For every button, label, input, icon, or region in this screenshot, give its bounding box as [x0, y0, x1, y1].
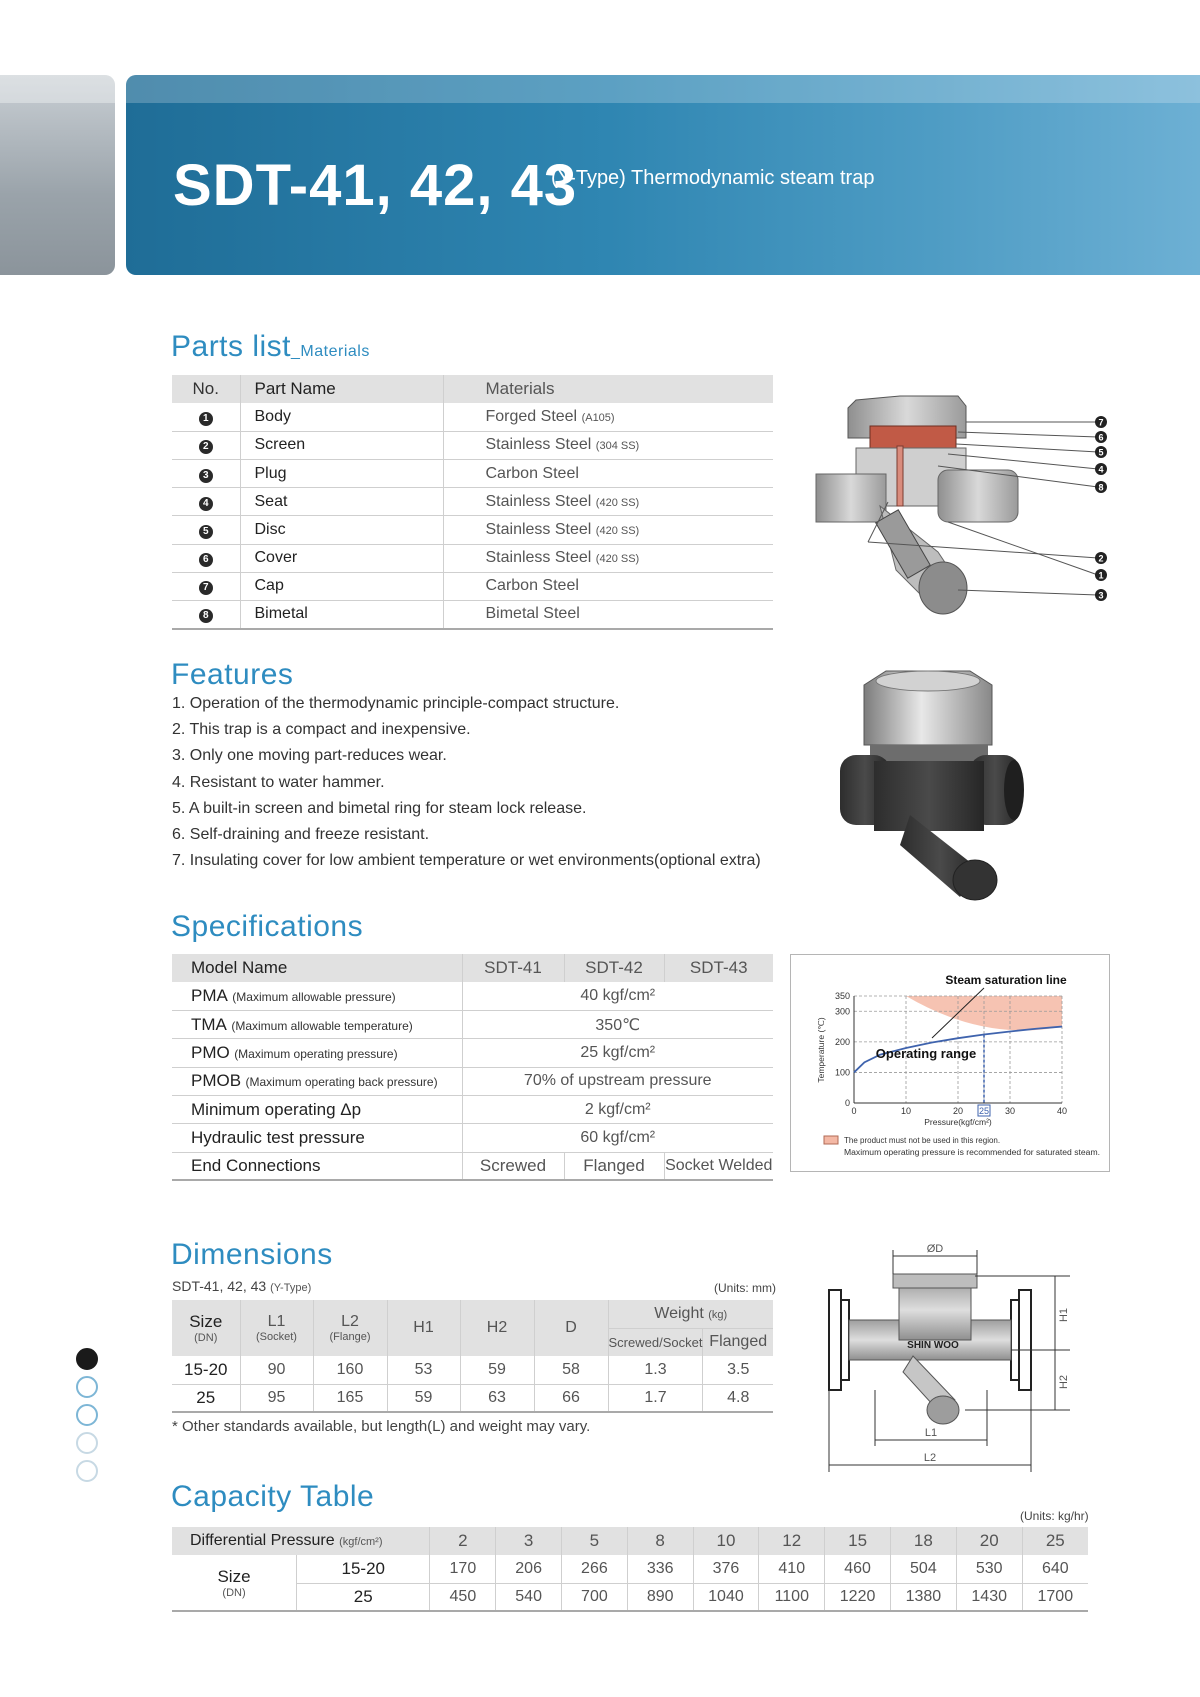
callout-badge — [1095, 463, 1107, 475]
part-material: Stainless Steel — [485, 492, 592, 510]
spec-label: Hydraulic test pressure — [191, 1127, 365, 1147]
capacity-header-row — [172, 1527, 1088, 1555]
col-materials: Materials — [443, 375, 773, 403]
capacity-value: 266 — [562, 1555, 628, 1583]
part-number — [172, 601, 240, 629]
spec-label-note: (Maximum allowable temperature) — [231, 1018, 413, 1033]
drawing-brand: SHIN WOO — [907, 1340, 959, 1351]
dim-cell-ws: 1.7 — [608, 1384, 703, 1412]
capacity-value: 376 — [693, 1555, 759, 1583]
feature-item: 3. Only one moving part-reduces wear. — [172, 747, 447, 765]
steam-saturation-chart — [794, 958, 1106, 1168]
drawing-label-h2: H2 — [1058, 1374, 1070, 1390]
spec-row — [172, 1124, 773, 1152]
dimensions-units: (Units: mm) — [714, 1281, 776, 1295]
capacity-size: 15-20 — [297, 1555, 430, 1583]
capacity-pressure: 20 — [956, 1527, 1022, 1555]
dimensions-table — [172, 1300, 773, 1413]
callout-badge — [1095, 446, 1107, 458]
dim-col-h1: H1 — [387, 1300, 460, 1356]
capacity-pressure: 8 — [627, 1527, 693, 1555]
capacity-pressure: 12 — [759, 1527, 825, 1555]
callout-badge — [1095, 481, 1107, 493]
dim-col-d: D — [534, 1300, 608, 1356]
part-name: Plug — [240, 460, 443, 488]
spec-row — [172, 1039, 773, 1067]
x-tick-label: 0 — [851, 1106, 857, 1116]
spec-end-connections-label: End Connections — [172, 1152, 462, 1180]
spec-label-cell — [172, 1067, 462, 1095]
capacity-table — [172, 1527, 1088, 1612]
dim-cell-size: 25 — [172, 1384, 240, 1412]
spec-label: PMO — [191, 1043, 230, 1063]
capacity-value: 504 — [890, 1555, 956, 1583]
col-no: No. — [172, 375, 240, 403]
parts-table — [172, 375, 773, 630]
dim-header-row-1 — [172, 1300, 773, 1328]
y-tick-label: 350 — [834, 991, 850, 1001]
dim-col-weight-flanged: Flanged — [703, 1328, 773, 1356]
x-tick-label: 25 — [978, 1106, 990, 1116]
dim-weight-note: (kg) — [708, 1308, 728, 1321]
dim-row — [172, 1384, 773, 1412]
col-part-name: Part Name — [240, 375, 443, 403]
capacity-value: 206 — [496, 1555, 562, 1583]
spec-model-41: SDT-41 — [462, 954, 564, 982]
drawing-label-d: ØD — [926, 1243, 944, 1255]
part-material: Stainless Steel — [485, 549, 592, 567]
part-material-grade: (420 SS) — [595, 553, 640, 566]
part-number — [172, 403, 240, 431]
part-material-cell — [443, 544, 773, 572]
capacity-value: 1040 — [693, 1583, 759, 1611]
dimensions-footnote: * Other standards available, but length(L) and weight may vary. — [172, 1418, 591, 1435]
part-material-grade: (A105) — [581, 412, 615, 425]
page-dot-5 — [76, 1460, 98, 1482]
part-material-grade: (304 SS) — [595, 440, 640, 453]
callout-badge — [1095, 431, 1107, 443]
specifications-title: Specifications — [171, 910, 364, 943]
feature-item: 7. Insulating cover for low ambient temperature or wet environments(optional extra) — [172, 852, 761, 870]
legend-note-1: The product must not be used in this region. — [844, 1136, 1001, 1145]
part-number-badge: 6 — [199, 553, 213, 567]
spec-label: Minimum operating Δp — [191, 1099, 362, 1119]
spec-label-cell — [172, 1124, 462, 1152]
parts-row — [172, 431, 773, 459]
spec-label-cell — [172, 1039, 462, 1067]
spec-value: 2 kgf/cm² — [462, 1095, 773, 1123]
part-material-cell — [443, 488, 773, 516]
part-number-badge: 5 — [199, 525, 213, 539]
part-material-cell — [443, 516, 773, 544]
callout-number: 8 — [1098, 482, 1104, 493]
part-material-grade: (420 SS) — [595, 525, 640, 538]
part-material: Stainless Steel — [485, 436, 592, 454]
capacity-pressure: 15 — [825, 1527, 891, 1555]
capacity-value: 1220 — [825, 1583, 891, 1611]
callout-number: 1 — [1098, 570, 1104, 581]
part-number-badge: 2 — [199, 440, 213, 454]
feature-item: 2. This trap is a compact and inexpensive. — [172, 721, 471, 739]
dimensions-subtitle-type: (Y-Type) — [270, 1282, 312, 1294]
part-name: Bimetal — [240, 601, 443, 629]
part-number — [172, 460, 240, 488]
y-tick-label: 300 — [834, 1006, 850, 1017]
parts-title-suffix: _Materials — [291, 343, 370, 360]
page-dot-4 — [76, 1432, 98, 1454]
callout-badge — [1095, 589, 1107, 601]
parts-row — [172, 460, 773, 488]
spec-label: PMA — [191, 986, 228, 1006]
callout-number: 6 — [1098, 432, 1104, 443]
spec-value: 350℃ — [462, 1011, 773, 1039]
capacity-value: 170 — [430, 1555, 496, 1583]
part-name: Body — [240, 403, 443, 431]
product-photo — [830, 665, 1030, 905]
capacity-header-text: Differential Pressure — [190, 1532, 335, 1549]
parts-row — [172, 488, 773, 516]
parts-row — [172, 403, 773, 431]
capacity-pressure: 25 — [1022, 1527, 1088, 1555]
capacity-pressure: 2 — [430, 1527, 496, 1555]
dim-l1-label: L1 — [267, 1313, 286, 1330]
capacity-row — [172, 1555, 1088, 1583]
dim-col-size — [172, 1300, 240, 1356]
y-tick-label: 200 — [834, 1036, 850, 1047]
dim-size-label: Size — [189, 1312, 223, 1331]
part-material: Bimetal Steel — [485, 605, 580, 623]
part-name: Screen — [240, 431, 443, 459]
dim-col-weight — [608, 1300, 773, 1328]
page-dot-3 — [76, 1404, 98, 1426]
part-material: Stainless Steel — [485, 521, 592, 539]
dimensions-title: Dimensions — [171, 1238, 333, 1271]
dim-row — [172, 1356, 773, 1384]
callout-number: 4 — [1098, 464, 1104, 475]
spec-value: 70% of upstream pressure — [462, 1067, 773, 1095]
drawing-label-l2: L2 — [923, 1452, 937, 1464]
callout-badge — [1095, 569, 1107, 581]
capacity-value: 1700 — [1022, 1583, 1088, 1611]
part-name: Disc — [240, 516, 443, 544]
dim-cell-d: 58 — [534, 1356, 608, 1384]
page-subtitle: (Y-Type) Thermodynamic steam trap — [551, 167, 875, 189]
part-material-cell — [443, 572, 773, 600]
capacity-title: Capacity Table — [171, 1480, 375, 1513]
capacity-size-note: (DN) — [222, 1586, 246, 1599]
page-title: SDT-41, 42, 43 — [173, 153, 578, 218]
capacity-header-label — [172, 1527, 430, 1555]
part-name: Cover — [240, 544, 443, 572]
dimensions-subtitle — [172, 1278, 311, 1294]
dim-cell-l1: 90 — [240, 1356, 313, 1384]
feature-item: 4. Resistant to water hammer. — [172, 773, 385, 791]
operating-range-label: Operating range — [875, 1046, 977, 1061]
callout-number: 7 — [1098, 417, 1104, 428]
spec-end-flanged: Flanged — [564, 1152, 664, 1180]
spec-label-note: (Maximum operating pressure) — [234, 1047, 398, 1062]
parts-table-header — [172, 375, 773, 403]
part-name: Seat — [240, 488, 443, 516]
capacity-value: 1380 — [890, 1583, 956, 1611]
page-indicator — [76, 1348, 98, 1488]
spec-table-header — [172, 954, 773, 982]
dim-cell-wf: 4.8 — [703, 1384, 773, 1412]
part-material-cell — [443, 403, 773, 431]
spec-row — [172, 1095, 773, 1123]
capacity-value: 1430 — [956, 1583, 1022, 1611]
capacity-value: 460 — [825, 1555, 891, 1583]
dim-cell-l2: 165 — [313, 1384, 387, 1412]
cutaway-drawing — [808, 392, 1113, 622]
dim-weight-label: Weight — [654, 1304, 704, 1322]
dim-cell-l1: 95 — [240, 1384, 313, 1412]
part-material-grade: (420 SS) — [595, 496, 640, 509]
part-material: Forged Steel — [485, 408, 578, 426]
part-number — [172, 516, 240, 544]
callout-number: 2 — [1098, 553, 1104, 564]
feature-item: 1. Operation of the thermodynamic principle-compact structure. — [172, 695, 620, 712]
x-tick-label: 30 — [1004, 1106, 1016, 1116]
dim-cell-l2: 160 — [313, 1356, 387, 1384]
dim-cell-h1: 59 — [387, 1384, 460, 1412]
spec-value: 25 kgf/cm² — [462, 1039, 773, 1067]
part-material: Carbon Steel — [485, 464, 579, 482]
dim-l1-note: (Socket) — [256, 1331, 297, 1343]
part-number — [172, 488, 240, 516]
spec-end-screwed: Screwed — [462, 1152, 564, 1180]
part-material: Carbon Steel — [485, 577, 579, 595]
dim-cell-ws: 1.3 — [608, 1356, 703, 1384]
feature-item: 6. Self-draining and freeze resistant. — [172, 826, 430, 843]
capacity-value: 410 — [759, 1555, 825, 1583]
spec-label-note: (Maximum operating back pressure) — [245, 1075, 438, 1090]
spec-row — [172, 1067, 773, 1095]
part-number-badge: 8 — [199, 609, 213, 623]
callout-badge — [1095, 552, 1107, 564]
capacity-row — [172, 1583, 1088, 1611]
part-number — [172, 572, 240, 600]
spec-row — [172, 1011, 773, 1039]
capacity-pressure: 10 — [693, 1527, 759, 1555]
capacity-size-cell — [172, 1555, 297, 1611]
x-tick-label: 20 — [952, 1106, 964, 1116]
spec-label-note: (Maximum allowable pressure) — [232, 990, 396, 1005]
spec-model-43: SDT-43 — [664, 954, 773, 982]
spec-label-cell — [172, 1095, 462, 1123]
y-tick-label: 0 — [844, 1098, 850, 1108]
dim-col-l1 — [240, 1300, 313, 1356]
x-tick-label: 10 — [900, 1106, 912, 1116]
parts-list-title — [171, 330, 370, 364]
legend-swatch — [824, 1136, 838, 1144]
y-axis-label: Temperature (℃) — [816, 1017, 826, 1083]
dim-cell-h1: 53 — [387, 1356, 460, 1384]
part-material-cell — [443, 431, 773, 459]
capacity-size: 25 — [297, 1583, 430, 1611]
capacity-value: 640 — [1022, 1555, 1088, 1583]
spec-value: 40 kgf/cm² — [462, 982, 773, 1010]
capacity-size-label: Size — [217, 1566, 251, 1586]
part-number-badge: 4 — [199, 497, 213, 511]
callout-number: 3 — [1098, 590, 1104, 601]
drawing-label-l1: L1 — [924, 1427, 938, 1439]
dim-col-weight-screwed: Screwed/Socket — [608, 1328, 703, 1356]
capacity-value: 530 — [956, 1555, 1022, 1583]
dim-col-l2 — [313, 1300, 387, 1356]
part-material-cell — [443, 601, 773, 629]
part-number — [172, 431, 240, 459]
page-dot-2 — [76, 1376, 98, 1398]
capacity-value: 336 — [627, 1555, 693, 1583]
capacity-value: 450 — [430, 1583, 496, 1611]
spec-row — [172, 982, 773, 1010]
chart-title: Steam saturation line — [945, 973, 1067, 987]
spec-label-cell — [172, 1011, 462, 1039]
x-axis-label: Pressure(kgf/cm²) — [924, 1117, 992, 1127]
capacity-value: 700 — [562, 1583, 628, 1611]
y-tick-label: 100 — [834, 1067, 850, 1078]
parts-title-main: Parts list — [171, 330, 292, 363]
page-dot-1 — [76, 1348, 98, 1370]
feature-item: 5. A built-in screen and bimetal ring for steam lock release. — [172, 799, 587, 817]
capacity-value: 540 — [496, 1583, 562, 1611]
part-number-badge: 1 — [199, 412, 213, 426]
dim-cell-wf: 3.5 — [703, 1356, 773, 1384]
spec-model-42: SDT-42 — [564, 954, 664, 982]
part-material-cell — [443, 460, 773, 488]
part-number — [172, 544, 240, 572]
dim-cell-size: 15-20 — [172, 1356, 240, 1384]
specifications-table — [172, 954, 773, 1181]
dim-l2-label: L2 — [341, 1313, 359, 1330]
spec-value: 60 kgf/cm² — [462, 1124, 773, 1152]
dimension-drawing — [815, 1240, 1095, 1480]
part-name: Cap — [240, 572, 443, 600]
spec-row-end-connections — [172, 1152, 773, 1180]
header-side-tab — [0, 75, 115, 275]
capacity-value: 890 — [627, 1583, 693, 1611]
parts-row — [172, 572, 773, 600]
chart-frame — [790, 954, 1110, 1172]
dim-size-note: (DN) — [194, 1332, 218, 1344]
dim-cell-d: 66 — [534, 1384, 608, 1412]
x-tick-label: 40 — [1056, 1106, 1068, 1116]
capacity-value: 1100 — [759, 1583, 825, 1611]
spec-model-name-label: Model Name — [172, 954, 462, 982]
legend-note-2: Maximum operating pressure is recommended for saturated steam. — [844, 1148, 1100, 1157]
part-number-badge: 7 — [199, 581, 213, 595]
dim-l2-note: (Flange) — [329, 1331, 371, 1343]
dim-cell-h2: 63 — [460, 1384, 534, 1412]
part-number-badge: 3 — [199, 469, 213, 483]
parts-row — [172, 516, 773, 544]
parts-row — [172, 601, 773, 629]
callout-number: 5 — [1098, 447, 1104, 458]
parts-row — [172, 544, 773, 572]
dimensions-subtitle-model: SDT-41, 42, 43 — [172, 1278, 267, 1294]
capacity-pressure: 3 — [496, 1527, 562, 1555]
capacity-units: (Units: kg/hr) — [1020, 1509, 1089, 1523]
spec-end-socket-welded: Socket Welded — [664, 1152, 773, 1180]
callout-badge — [1095, 416, 1107, 428]
capacity-pressure: 18 — [890, 1527, 956, 1555]
drawing-label-h1: H1 — [1058, 1307, 1070, 1323]
dim-col-h2: H2 — [460, 1300, 534, 1356]
spec-label: PMOB — [191, 1071, 242, 1091]
spec-label-cell — [172, 982, 462, 1010]
capacity-header-unit: (kgf/cm²) — [339, 1536, 383, 1548]
capacity-pressure: 5 — [562, 1527, 628, 1555]
dim-cell-h2: 59 — [460, 1356, 534, 1384]
spec-label: TMA — [191, 1014, 227, 1034]
features-title: Features — [171, 658, 294, 691]
